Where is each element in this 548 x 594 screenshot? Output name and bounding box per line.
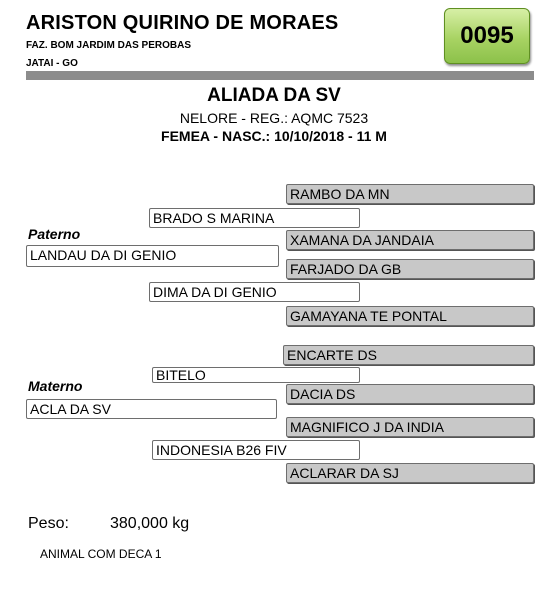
owner-name: ARISTON QUIRINO DE MORAES — [26, 12, 339, 34]
great-grandparent-8: ACLARAR DA SJ — [286, 463, 534, 483]
header-divider — [26, 71, 534, 80]
maternal-label: Materno — [28, 378, 83, 394]
breed-registration: NELORE - REG.: AQMC 7523 — [179, 110, 369, 126]
weight-label: Peso: — [28, 515, 69, 532]
paternal-granddam: DIMA DA DI GENIO — [149, 282, 360, 302]
dam: ACLA DA SV — [26, 399, 277, 419]
maternal-grandsire: BITELO — [152, 367, 360, 383]
paternal-label: Paterno — [28, 226, 81, 242]
great-grandparent-7: MAGNIFICO J DA INDIA — [286, 417, 534, 437]
great-grandparent-2: XAMANA DA JANDAIA — [286, 230, 534, 250]
great-grandparent-6: DACIA DS — [286, 384, 534, 404]
sire: LANDAU DA DI GENIO — [26, 245, 279, 267]
animal-name: ALIADA DA SV — [207, 85, 341, 106]
lot-number-badge: 0095 — [444, 8, 530, 64]
great-grandparent-5: ENCARTE DS — [283, 345, 534, 365]
great-grandparent-1: RAMBO DA MN — [286, 184, 534, 204]
great-grandparent-3: FARJADO DA GB — [286, 259, 534, 279]
maternal-granddam: INDONESIA B26 FIV — [152, 440, 360, 460]
paternal-grandsire: BRADO S MARINA — [149, 208, 360, 228]
farm-name: FAZ. BOM JARDIM DAS PEROBAS — [26, 40, 192, 51]
animal-note: ANIMAL COM DECA 1 — [40, 547, 162, 561]
weight-value: 380,000 kg — [110, 515, 190, 532]
sex-birth-date: FEMEA - NASC.: 10/10/2018 - 11 M — [161, 128, 387, 144]
great-grandparent-4: GAMAYANA TE PONTAL — [286, 306, 534, 326]
farm-location: JATAI - GO — [26, 58, 78, 69]
